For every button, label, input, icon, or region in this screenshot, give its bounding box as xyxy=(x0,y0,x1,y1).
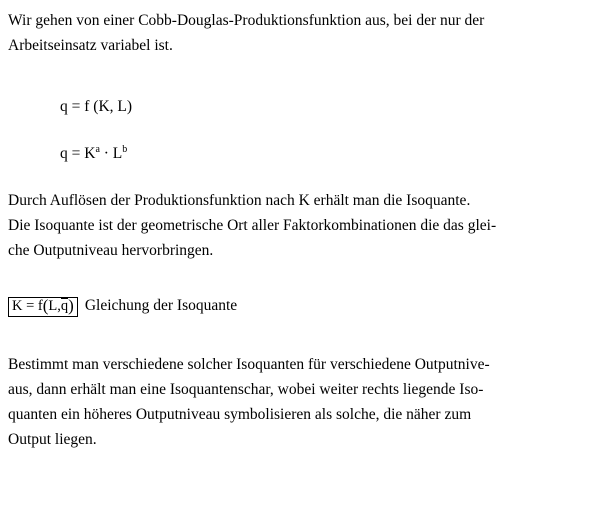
boxed-arg-l: L, xyxy=(48,298,61,314)
intro-line-2: Arbeitseinsatz variabel ist. xyxy=(8,37,173,54)
body-paragraph-1 xyxy=(8,188,593,263)
boxed-arg-qbar: q xyxy=(60,298,69,314)
intro-paragraph xyxy=(8,8,593,58)
formula-block-2 xyxy=(60,141,593,166)
body1-line-2: Die Isoquante ist der geometrische Ort aller Faktorkombinationen die das glei- xyxy=(8,217,497,234)
spacer-after-formulas xyxy=(8,166,593,188)
spacer-after-intro xyxy=(8,58,593,94)
body2-line-1: Bestimmt man verschiedene solcher Isoquanten für verschiedene Outputnive- xyxy=(8,356,490,373)
boxed-open-paren: ( xyxy=(42,296,49,315)
formula-cobb-douglas-lead: q = K xyxy=(60,145,96,162)
spacer-before-body2 xyxy=(8,318,593,352)
body1-line-3: che Outputniveau hervorbringen. xyxy=(8,242,214,259)
formula-exponent-b: b xyxy=(122,143,128,155)
body1-line-1: Durch Auflösen der Produktionsfunktion nach K erhält man die Isoquante. xyxy=(8,192,471,209)
formula-production-function: q = f (K, L) xyxy=(60,98,133,115)
body2-line-4: Output liegen. xyxy=(8,431,97,448)
isoquant-equation-line xyxy=(8,293,593,318)
formula-block-1 xyxy=(60,94,593,119)
body2-line-3: quanten ein höheres Outputniveau symbolisieren als solche, die näher zum xyxy=(8,406,472,423)
spacer-between-formulas xyxy=(8,119,593,141)
isoquant-equation-caption: Gleichung der Isoquante xyxy=(84,297,238,314)
intro-line-1: Wir gehen von einer Cobb-Douglas-Produktionsfunktion aus, bei der nur der xyxy=(8,12,485,29)
boxed-close-paren: ) xyxy=(68,296,74,315)
body2-line-2: aus, dann erhält man eine Isoquantenschar, wobei weiter rechts liegende Iso- xyxy=(8,381,484,398)
formula-cobb-douglas-mid: · L xyxy=(99,145,123,162)
boxed-prefix: K = f xyxy=(12,298,43,314)
body-paragraph-2 xyxy=(8,352,593,452)
spacer-before-boxed xyxy=(8,263,593,293)
formula-exponent-a: a xyxy=(95,143,100,155)
boxed-isoquant-equation xyxy=(8,297,78,317)
formula-cobb-douglas xyxy=(60,141,593,166)
